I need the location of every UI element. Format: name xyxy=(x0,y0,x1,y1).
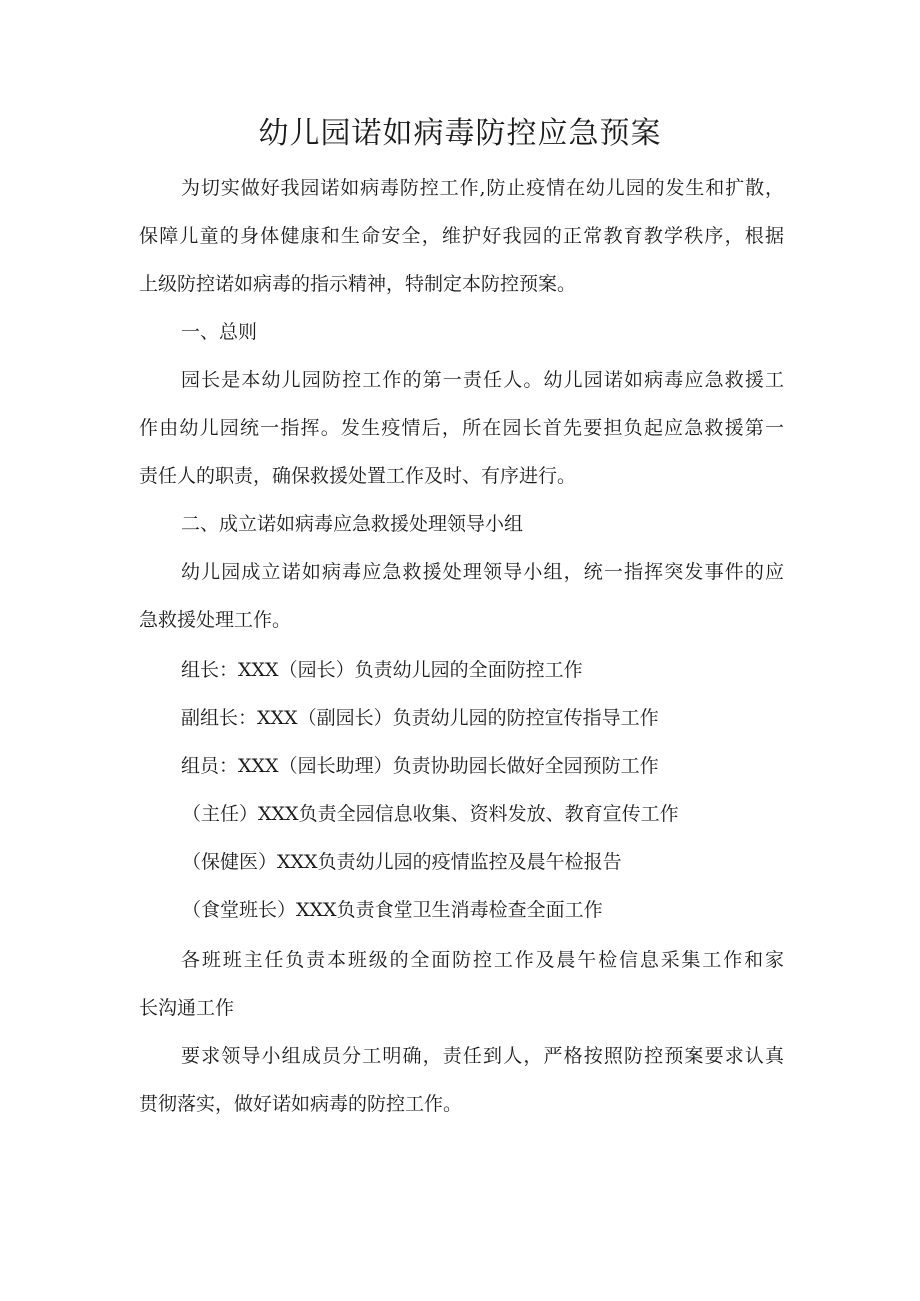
section1-heading: 一、总则 xyxy=(181,321,258,343)
intro-line-3: 上级防控诺如病毒的指示精神，特制定本防控预案。 xyxy=(139,273,577,295)
section1-line-3: 责任人的职责，确保救援处置工作及时、有序进行。 xyxy=(139,465,577,487)
section2-line-1: 幼儿园成立诺如病毒应急救援处理领导小组，统一指挥突发事件的应 xyxy=(181,561,784,583)
member-health-doctor: （保健医）XXX负责幼儿园的疫情监控及晨午检报告 xyxy=(182,851,622,873)
intro-line-2: 保障儿童的身体健康和生命安全，维护好我园的正常教育教学秩序，根据 xyxy=(139,225,784,247)
section1-line-1: 园长是本幼儿园防控工作的第一责任人。幼儿园诺如病毒应急救援工 xyxy=(181,369,784,391)
class-teachers-line-1: 各班班主任负责本班级的全面防控工作及晨午检信息采集工作和家 xyxy=(181,949,784,971)
document-title: 幼儿园诺如病毒防控应急预案 xyxy=(258,116,662,151)
section2-heading: 二、成立诺如病毒应急救援处理领导小组 xyxy=(181,513,524,535)
intro-line-1: 为切实做好我园诺如病毒防控工作,防止疫情在幼儿园的发生和扩散， xyxy=(181,177,784,199)
member-deputy-leader: 副组长：XXX（副园长）负责幼儿园的防控宣传指导工作 xyxy=(181,707,659,729)
requirement-line-1: 要求领导小组成员分工明确，责任到人，严格按照防控预案要求认真 xyxy=(181,1045,784,1067)
member-director: （主任）XXX负责全园信息收集、资料发放、教育宣传工作 xyxy=(182,803,679,825)
class-teachers-line-2: 长沟通工作 xyxy=(139,997,235,1019)
member-canteen-head: （食堂班长）XXX负责食堂卫生消毒检查全面工作 xyxy=(182,899,603,921)
section1-line-2: 作由幼儿园统一指挥。发生疫情后，所在园长首先要担负起应急救援第一 xyxy=(139,417,784,439)
section2-line-2: 急救援处理工作。 xyxy=(139,609,292,631)
member-assistant: 组员：XXX（园长助理）负责协助园长做好全园预防工作 xyxy=(181,755,659,777)
member-leader: 组长：XXX（园长）负责幼儿园的全面防控工作 xyxy=(181,659,583,681)
requirement-line-2: 贯彻落实，做好诺如病毒的防控工作。 xyxy=(139,1093,463,1115)
